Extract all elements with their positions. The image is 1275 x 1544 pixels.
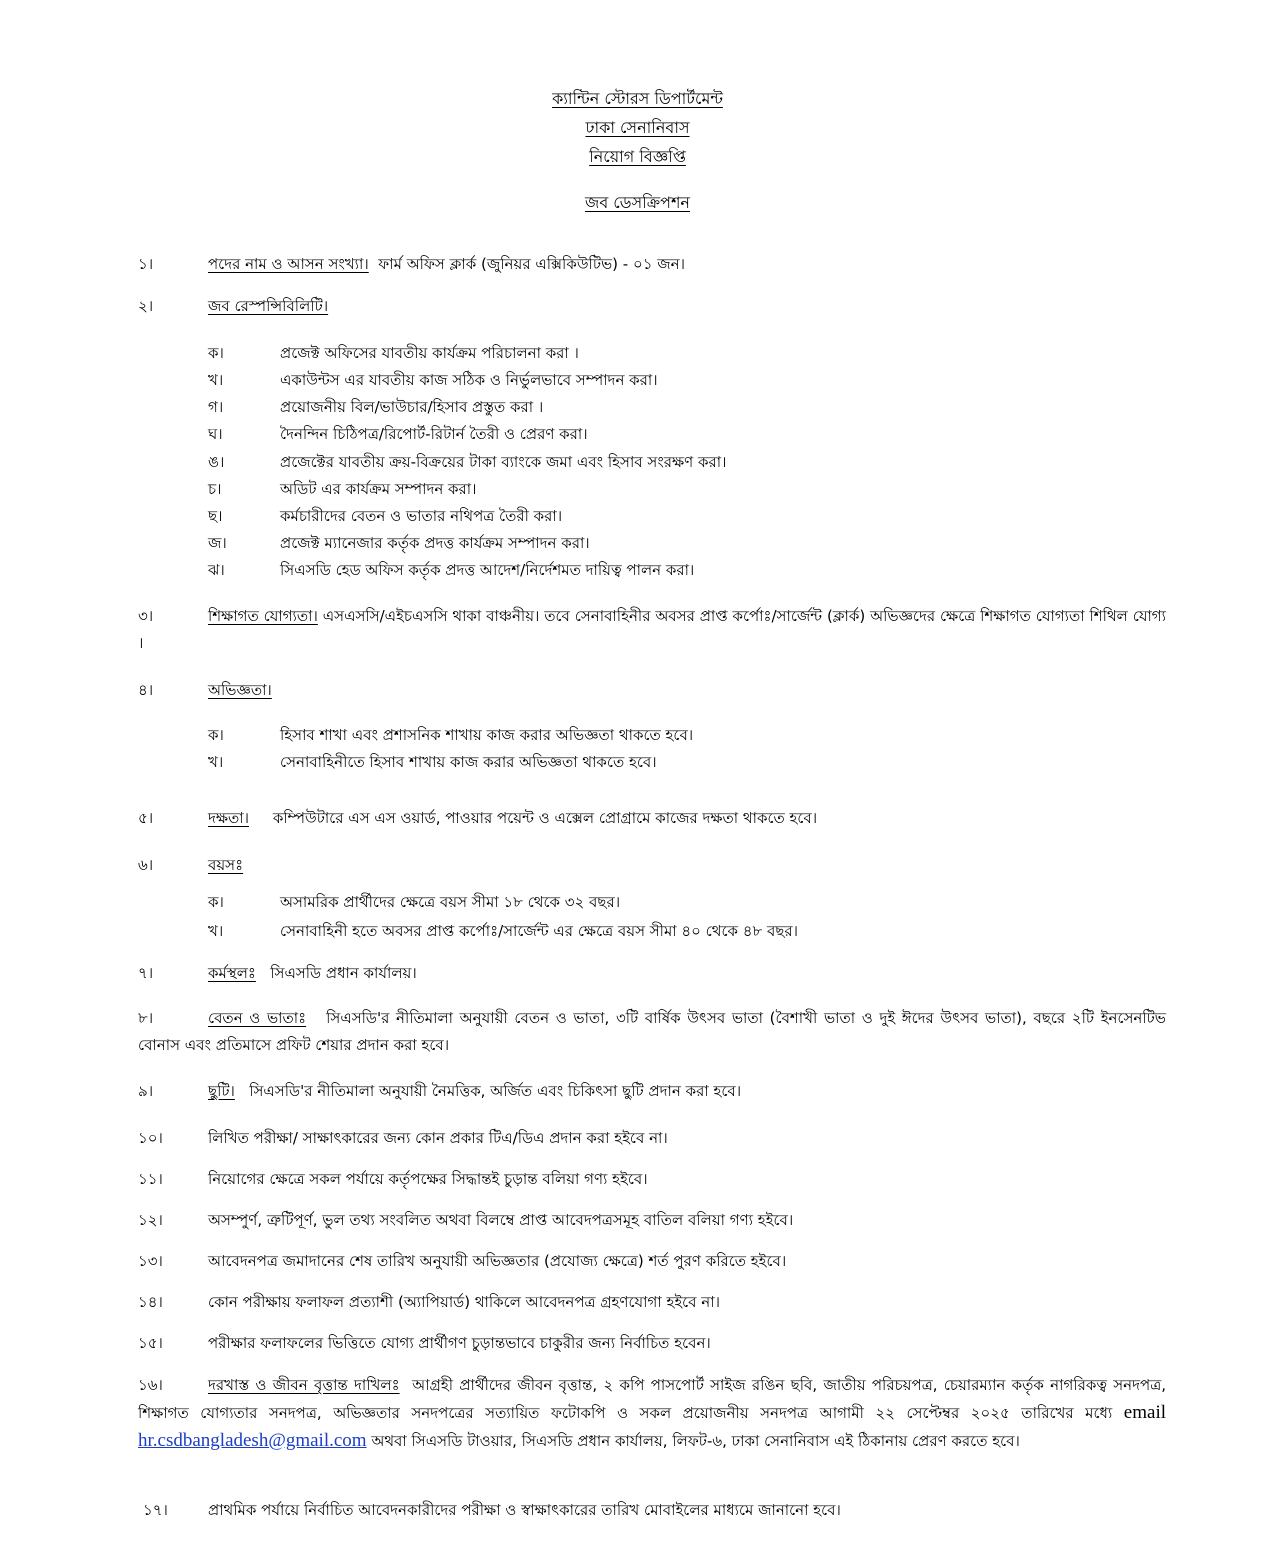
sub-item-label: চ।	[208, 480, 222, 498]
sub-item-label: ক।	[208, 893, 224, 911]
item-text: সিএসডি প্রধান কার্যালয়।	[270, 964, 417, 982]
item-text: পরীক্ষার ফলাফলের ভিত্তিতে যোগ্য প্রার্থীগণ চুড়ান্তভাবে চাকুরীর জন্য নির্বাচিত হবেন।	[208, 1334, 711, 1352]
item-title: জব রেস্পন্সিবিলিটি।	[208, 297, 329, 315]
item-text: আবেদনপত্র জমাদানের শেষ তারিখ অনুযায়ী অভিজ্ঞতার (প্রযোজ্য ক্ষেত্রে) শর্ত পুরণ করিতে হইবে।	[208, 1252, 787, 1270]
sub-item-text: সেনাবাহিনীতে হিসাব শাখায় কাজ করার অভিজ্ঞতা থাকতে হবে।	[280, 753, 657, 771]
item-text: অসম্পুর্ণ, ত্রুটিপূর্ণ, ভুল তথ্য সংবলিত অথবা বিলম্বে প্রাপ্ত আবেদপত্রসমূহ বাতিল বলিয়া গণ্য হইবে।	[208, 1211, 794, 1229]
section-title: জব ডেসক্রিপশন	[585, 193, 690, 212]
sub-item-label: খ।	[208, 371, 224, 389]
sub-item-label: ছ।	[208, 507, 223, 525]
sub-item-label: ঝ।	[208, 561, 225, 579]
item-title: বয়সঃ	[208, 856, 244, 874]
sub-item-text: অডিট এর কার্যক্রম সম্পাদন করা।	[280, 480, 477, 498]
item-body	[208, 1081, 741, 1101]
sub-item-text: দৈনন্দিন চিঠিপত্র/রিপোর্ট-রিটার্ন তৈরী ও প্রেরণ করা।	[280, 425, 588, 443]
sub-item-label: ক।	[208, 344, 224, 362]
sub-item-text: প্রয়োজনীয় বিল/ভাউচার/হিসাব প্রস্তুত করা ।	[280, 398, 544, 416]
item-number: ৩।	[138, 607, 154, 625]
item-3	[138, 603, 1166, 657]
item-text: নিয়োগের ক্ষেত্রে সকল পর্যায়ে কর্তৃপক্ষের সিদ্ধান্তই চুড়ান্ত বলিয়া গণ্য হইবে।	[208, 1170, 648, 1188]
location-line	[0, 118, 1275, 138]
item-number: ১৬।	[138, 1376, 163, 1394]
sub-item-label: গ।	[208, 398, 224, 416]
item-text: ফার্ম অফিস ক্লার্ক (জুনিয়র এক্সিকিউটিভ) - ০১ জন।	[378, 255, 685, 273]
sub-item-label: ক।	[208, 726, 224, 744]
item-title: দরখাস্ত ও জীবন বৃত্তান্ত দাখিলঃ	[208, 1376, 400, 1394]
sub-item-text: কর্মচারীদের বেতন ও ভাতার নথিপত্র তৈরী করা।	[280, 507, 563, 525]
item-8	[138, 1005, 1166, 1059]
item-number: ১৪।	[138, 1293, 163, 1311]
item-number: ৯।	[138, 1082, 154, 1100]
item-16	[138, 1372, 1166, 1455]
item-body	[208, 963, 417, 983]
item-number: ১০।	[138, 1129, 163, 1147]
item-text: কম্পিউটারে এস এস ওয়ার্ড, পাওয়ার পয়েন্ট ও এক্সেল প্রোগ্রামে কাজের দক্ষতা থাকতে হবে।	[272, 809, 818, 827]
item-text-a: আগ্রহী প্রার্থীদের জীবন বৃত্তান্ত, ২ কপি পাসপোর্ট সাইজ রঙিন ছবি, জাতীয় পরিচয়পত্র, চেয়ারম্যান কর্তৃক নাগরিকত্ব সনদপত্র, শিক্ষাগত যোগ্যতার সনদপত্র, অভিজ্ঞতার সনদপত্রের সত্যায়িত ফটোকপি ও সকল প্রয়োজনীয় সনদপত্র আগামী ২২ সেপ্টেম্বর ২০২৫ তারিখের মধ্যে	[138, 1376, 1166, 1422]
item-text-b: অথবা সিএসডি টাওয়ার, সিএসডি প্রধান কার্যালয়, লিফট-৬, ঢাকা সেনানিবাস এই ঠিকানায় প্রেরণ করতে হবে।	[371, 1432, 1020, 1450]
sub-item-text: সিএসডি হেড অফিস কর্তৃক প্রদত্ত আদেশ/নির্দেশমত দায়িত্ব পালন করা।	[280, 561, 695, 579]
item-text: সিএসডি'র নীতিমালা অনুযায়ী বেতন ও ভাতা, ৩টি বার্ষিক উৎসব ভাতা (বৈশাখী ভাতা ও দুই ঈদের উৎসব ভাতা), বছরে ২টি ইনসেনটিভ বোনাস এবং প্রতিমাসে প্রফিট শেয়ার প্রদান করা হবে।	[138, 1009, 1166, 1054]
email-word: email	[1123, 1402, 1166, 1423]
item-number: ৫।	[138, 809, 154, 827]
sub-item-text: প্রজেক্ট ম্যানেজার কর্তৃক প্রদত্ত কার্যক্রম সম্পাদন করা।	[280, 534, 590, 552]
sub-item-label: খ।	[208, 922, 224, 940]
item-number: ৬।	[138, 856, 154, 874]
notice-line	[0, 147, 1275, 167]
item-title: কর্মস্থলঃ	[208, 964, 256, 982]
sub-item-text: একাউন্টস এর যাবতীয় কাজ সঠিক ও নির্ভুলভাবে সম্পাদন করা।	[280, 371, 658, 389]
sub-item-text: হিসাব শাখা এবং প্রশাসনিক শাখায় কাজ করার অভিজ্ঞতা থাকতে হবে।	[280, 726, 694, 744]
item-title: পদের নাম ও আসন সংখ্যা।	[208, 255, 369, 273]
item-number: ১।	[138, 255, 154, 273]
item-text: প্রাথমিক পর্যায়ে নির্বাচিত আবেদনকারীদের পরীক্ষা ও স্বাক্ষাৎকারের তারিখ মোবাইলের মাধ্যমে জানানো হবে।	[208, 1501, 841, 1519]
item-title: দক্ষতা।	[208, 809, 250, 827]
item-body	[208, 254, 685, 274]
item-number: ৮।	[138, 1009, 154, 1027]
item-text: সিএসডি'র নীতিমালা অনুযায়ী নৈমত্তিক, অর্জিত এবং চিকিৎসা ছুটি প্রদান করা হবে।	[249, 1082, 742, 1100]
location: ঢাকা সেনানিবাস	[585, 118, 690, 137]
org-name: ক্যান্টিন স্টোরস ডিপার্টমেন্ট	[552, 89, 723, 108]
item-number: ২।	[138, 297, 154, 315]
sub-item-text: প্রজেক্টের যাবতীয় ক্রয়-বিক্রয়ের টাকা ব্যাংকে জমা এবং হিসাব সংরক্ষণ করা।	[280, 453, 727, 471]
sub-item-text: প্রজেক্ট অফিসের যাবতীয় কার্যক্রম পরিচালনা করা ।	[280, 344, 579, 362]
item-title: অভিজ্ঞতা।	[208, 681, 272, 699]
sub-item-text: সেনাবাহিনী হতে অবসর প্রাপ্ত কর্পোঃ/সার্জেন্ট এর ক্ষেত্রে বয়স সীমা ৪০ থেকে ৪৮ বছর।	[280, 922, 799, 940]
sub-item-label: ঙ।	[208, 453, 225, 471]
org-name-line	[0, 89, 1275, 109]
item-number: ১৫।	[138, 1334, 163, 1352]
item-body	[208, 808, 817, 828]
item-title: ছুটি।	[208, 1082, 235, 1100]
sub-item-label: জ।	[208, 534, 227, 552]
item-text: কোন পরীক্ষায় ফলাফল প্রত্যাশী (অ্যাপিয়ার্ড) থাকিলে আবেদনপত্র গ্রহণযোগা হইবে না।	[208, 1293, 720, 1311]
email-link[interactable]: hr.csdbangladesh@gmail.com	[138, 1430, 367, 1451]
sub-item-label: খ।	[208, 753, 224, 771]
item-number: ৪।	[138, 681, 154, 699]
notice-title: নিয়োগ বিজ্ঞপ্তি	[589, 147, 686, 166]
item-number: ১৩।	[138, 1252, 163, 1270]
item-number: ১২।	[138, 1211, 163, 1229]
item-text: লিখিত পরীক্ষা/ সাক্ষাৎকারের জন্য কোন প্রকার টিএ/ডিএ প্রদান করা হইবে না।	[208, 1129, 668, 1147]
item-title: বেতন ও ভাতাঃ	[208, 1009, 307, 1027]
item-number: ১১।	[138, 1170, 163, 1188]
item-number: ৭।	[138, 964, 154, 982]
item-number: ১৭।	[143, 1501, 168, 1519]
item-title: শিক্ষাগত যোগ্যতা।	[208, 607, 318, 625]
item-text: এসএসসি/এইচএসসি থাকা বাঞ্চনীয়। তবে সেনাবাহিনীর অবসর প্রাপ্ত কর্পোঃ/সার্জেন্ট (ক্লার্ক) অভিজ্ঞদের ক্ষেত্রে শিক্ষাগত যোগ্যতা শিথিল যোগ্য ।	[138, 607, 1166, 652]
section-title-line	[0, 193, 1275, 213]
sub-item-text: অসামরিক প্রার্থীদের ক্ষেত্রে বয়স সীমা ১৮ থেকে ৩২ বছর।	[280, 893, 621, 911]
sub-item-label: ঘ।	[208, 425, 223, 443]
